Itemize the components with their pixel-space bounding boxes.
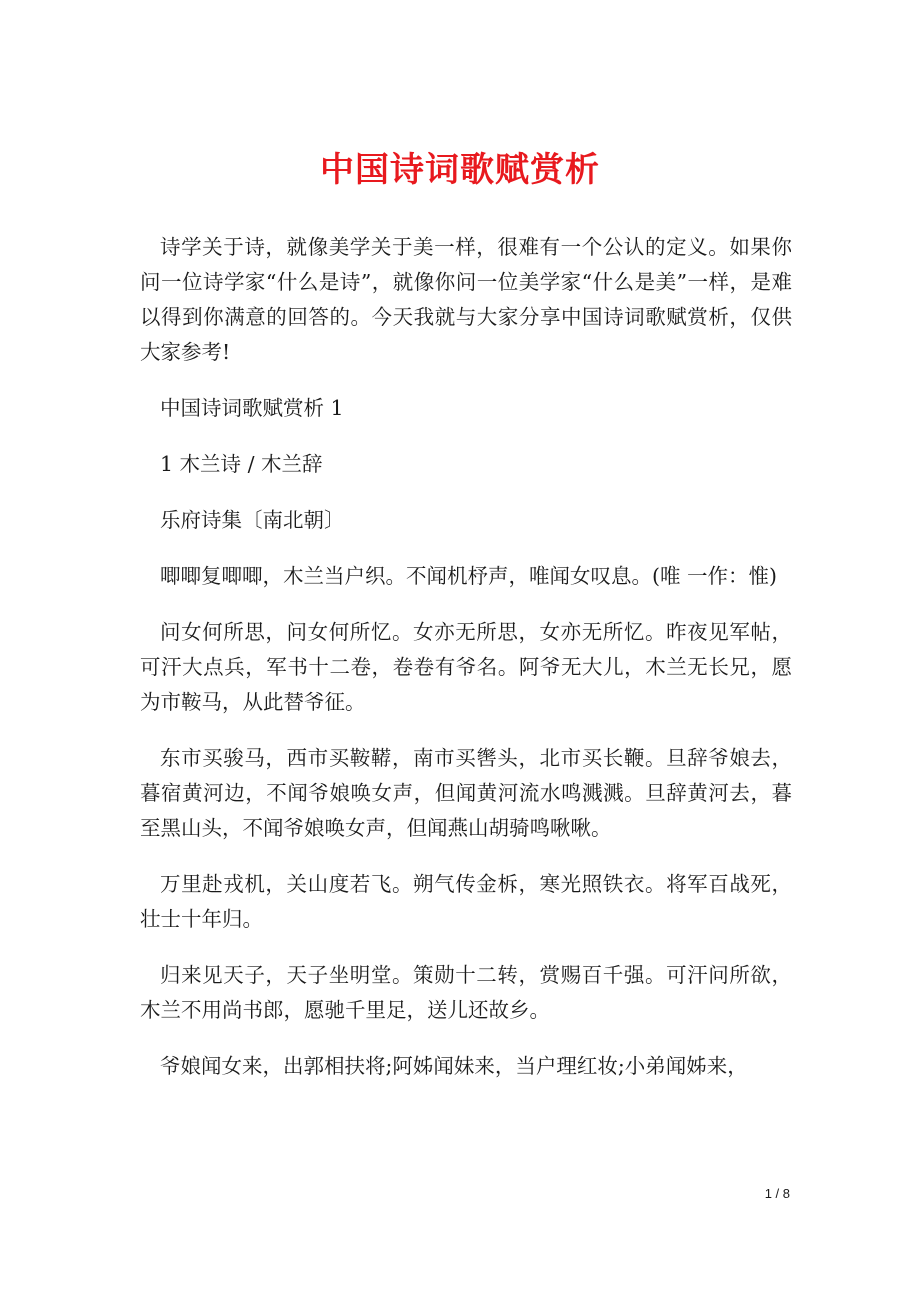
intro-paragraph: 诗学关于诗，就像美学关于美一样，很难有一个公认的定义。如果你问一位诗学家“什么是诗”，就像你问一位美学家“什么是美”一样，是难以得到你满意的回答的。今天我就与大家分享中国诗词歌赋赏析，仅供大家参考! <box>140 235 792 364</box>
poem-title: 1 木兰诗 / 木兰辞 <box>160 452 323 476</box>
poem-stanza: 唧唧复唧唧，木兰当户织。不闻机杼声，唯闻女叹息。(唯 一作：惟) <box>160 564 778 588</box>
poem-stanza: 归来见天子，天子坐明堂。策勋十二转，赏赐百千强。可汗问所欲，木兰不用尚书郎，愿驰千里足，送儿还故乡。 <box>140 963 792 1022</box>
section-heading: 中国诗词歌赋赏析 1 <box>160 396 344 420</box>
document-title: 中国诗词歌赋赏析 <box>320 150 600 190</box>
poem-source: 乐府诗集〔南北朝〕 <box>160 508 345 532</box>
poem-stanza: 问女何所思，问女何所忆。女亦无所思，女亦无所忆。昨夜见军帖，可汗大点兵，军书十二卷，卷卷有爷名。阿爷无大儿，木兰无长兄，愿为市鞍马，从此替爷征。 <box>140 620 792 714</box>
page-number: 1 / 8 <box>764 1186 790 1201</box>
poem-stanza: 东市买骏马，西市买鞍鞯，南市买辔头，北市买长鞭。旦辞爷娘去，暮宿黄河边，不闻爷娘唤女声，但闻黄河流水鸣溅溅。旦辞黄河去，暮至黑山头，不闻爷娘唤女声，但闻燕山胡骑鸣啾啾。 <box>140 746 792 840</box>
poem-stanza: 万里赴戎机，关山度若飞。朔气传金柝，寒光照铁衣。将军百战死，壮士十年归。 <box>140 872 792 931</box>
document-body <box>140 230 792 1105</box>
poem-stanza: 爷娘闻女来，出郭相扶将;阿姊闻妹来，当户理红妆;小弟闻姊来， <box>160 1054 748 1078</box>
